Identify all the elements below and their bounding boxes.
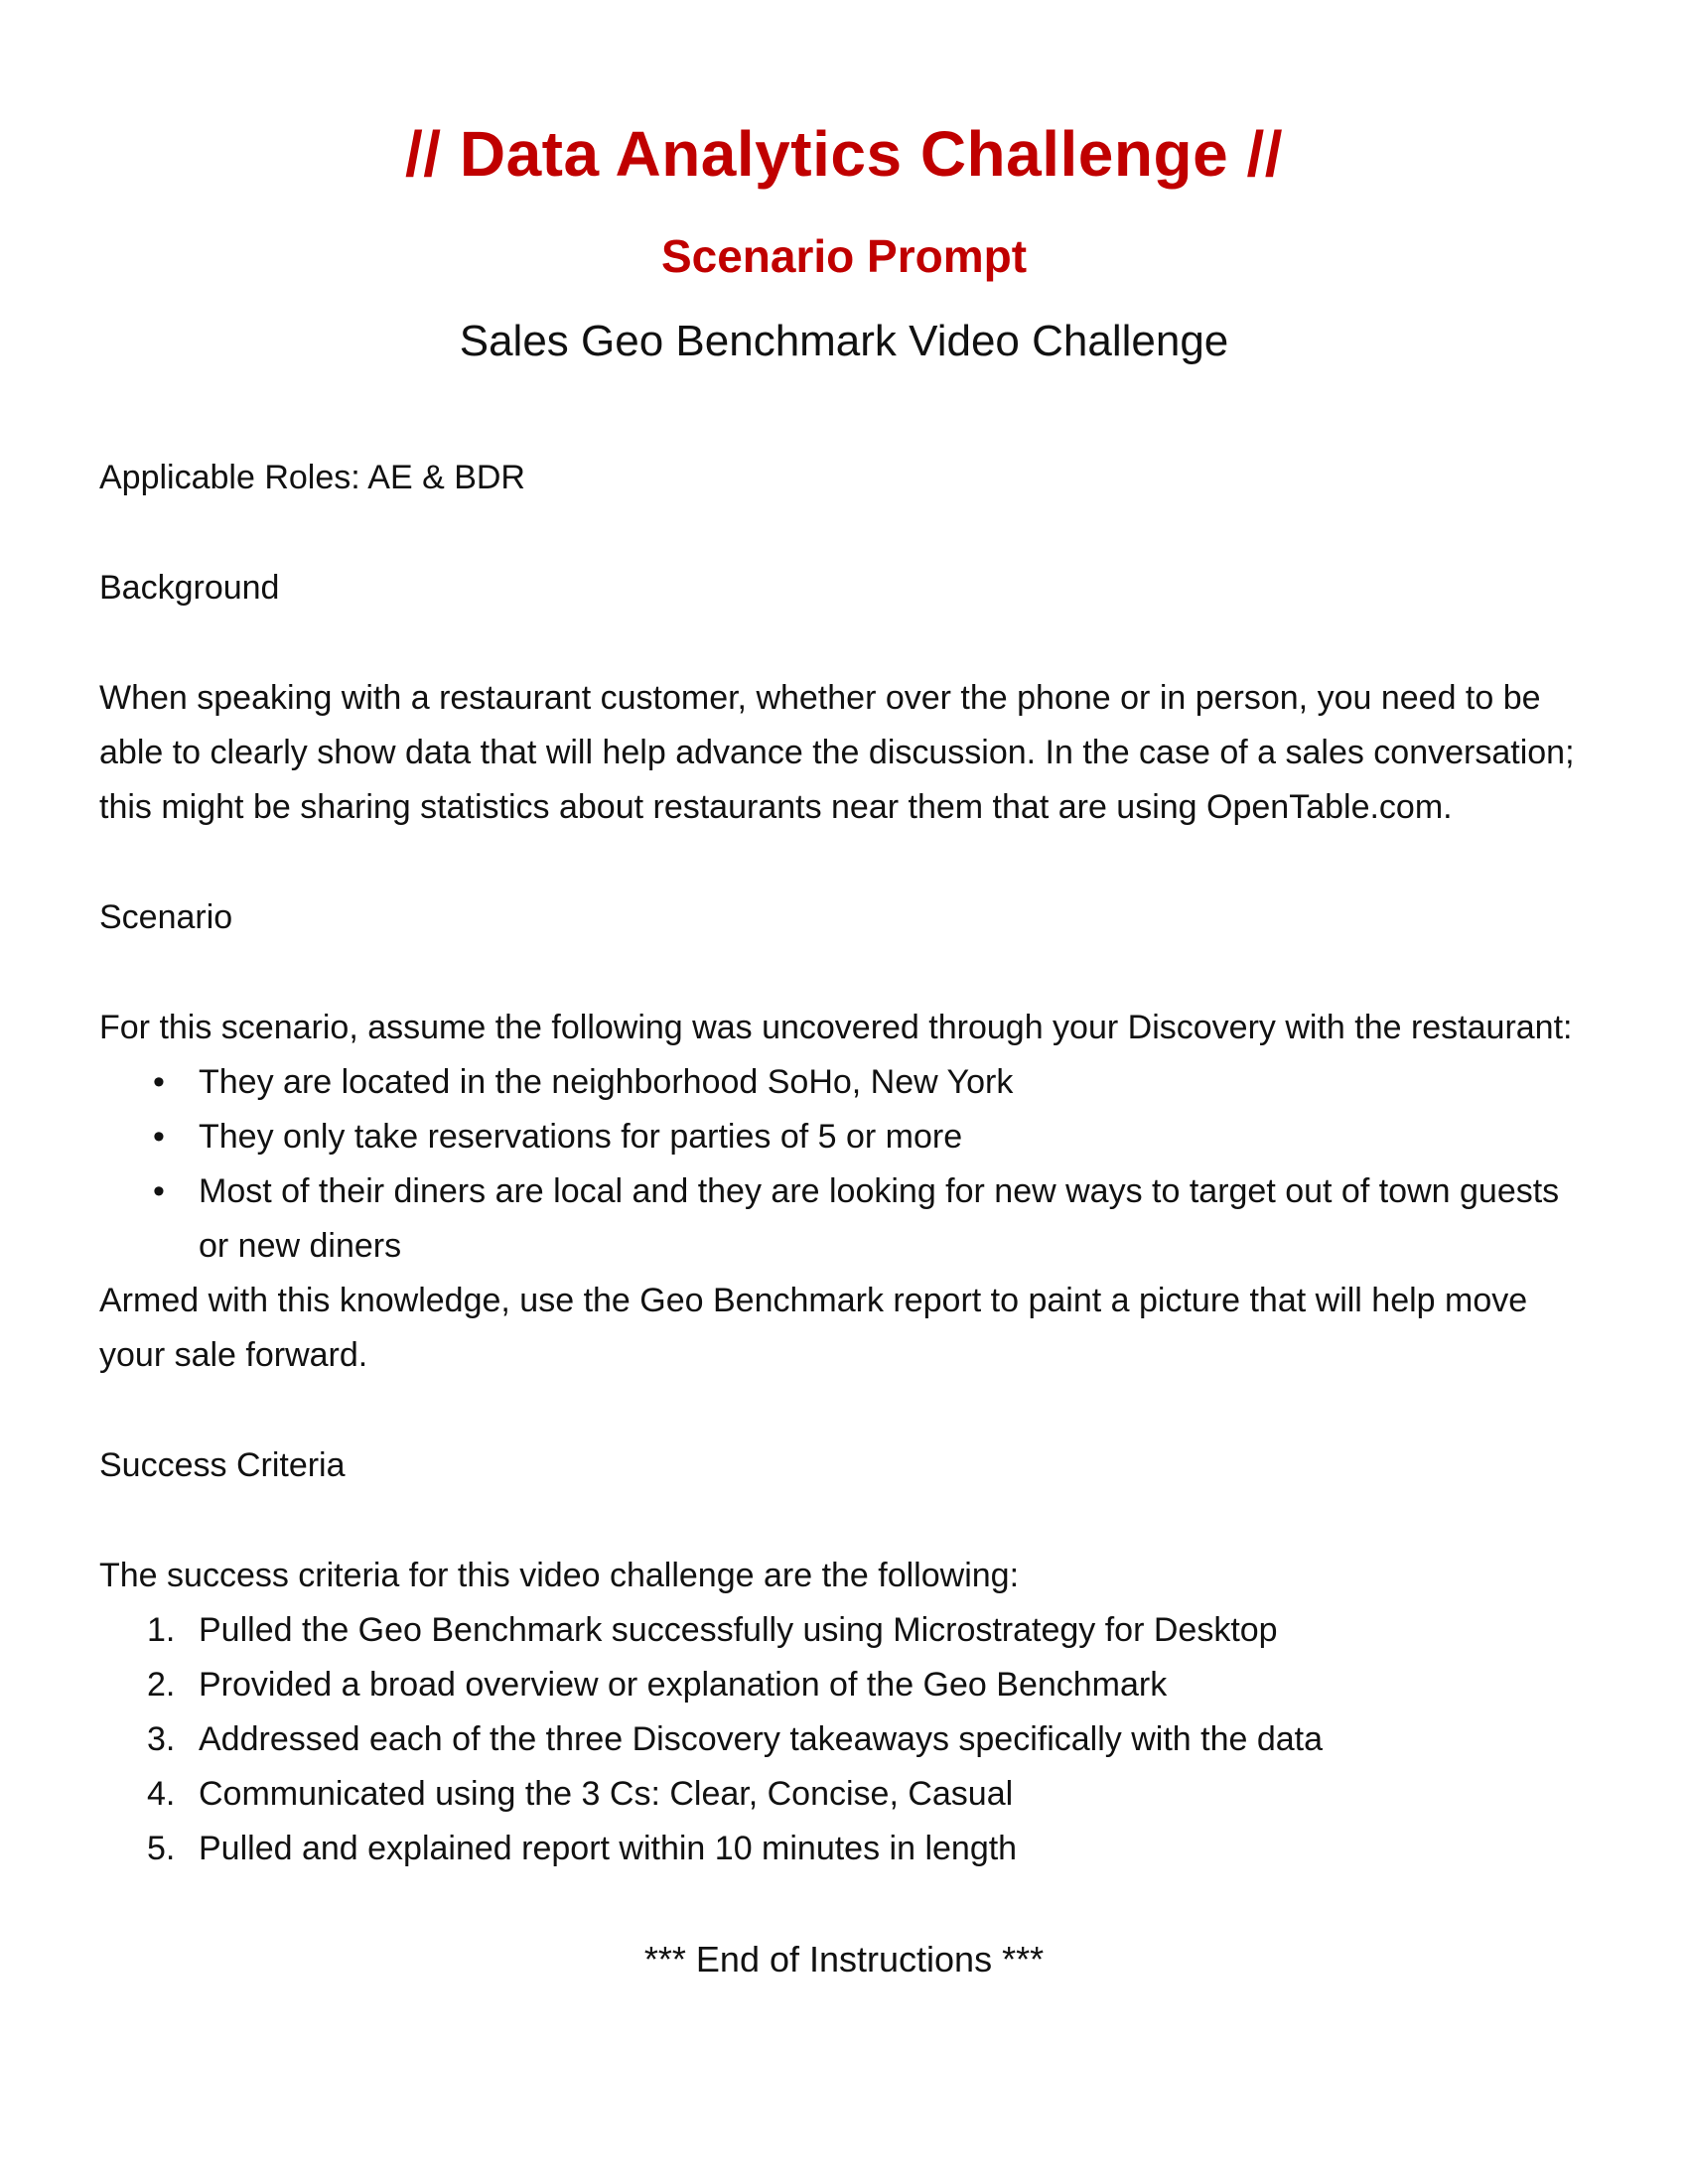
applicable-roles [99, 451, 1589, 505]
roles-label: Applicable Roles: [99, 459, 360, 496]
list-item [153, 1055, 1589, 1110]
bullet-text: They only take reservations for parties of 5 or more [199, 1118, 963, 1156]
background-text: When speaking with a restaurant customer, whether over the phone or in person, you need to be able to clearly show data that will help advance the discussion. In the case of a sales conversation; this might be sharing statistics about restaurants near them that are using OpenTable.com. [99, 679, 1575, 826]
bullet-text: They are located in the neighborhood SoHo, New York [199, 1063, 1014, 1101]
item-text: Communicated using the 3 Cs: Clear, Concise, Casual [199, 1775, 1014, 1813]
document-title: // Data Analytics Challenge // [405, 118, 1283, 190]
background-heading: Background [99, 569, 280, 607]
item-number: 1. [147, 1611, 176, 1649]
bullet-icon: • [153, 1172, 165, 1210]
list-item [147, 1603, 1589, 1658]
list-item [147, 1658, 1589, 1712]
document-subtitle: Scenario Prompt [660, 230, 1028, 282]
list-item [147, 1822, 1589, 1876]
success-criteria-intro: The success criteria for this video challenge are the following: [99, 1557, 1020, 1594]
item-text: Provided a broad overview or explanation of the Geo Benchmark [199, 1666, 1168, 1704]
list-item [147, 1767, 1589, 1822]
success-criteria-list [99, 1603, 1589, 1876]
list-item [153, 1110, 1589, 1164]
item-number: 5. [147, 1830, 176, 1867]
scenario-bullet-list [99, 1055, 1589, 1274]
success-criteria-heading: Success Criteria [99, 1446, 346, 1484]
item-number: 3. [147, 1720, 176, 1758]
scenario-outro: Armed with this knowledge, use the Geo Benchmark report to paint a picture that will help move your sale forward. [99, 1282, 1528, 1374]
bullet-icon: • [153, 1118, 165, 1156]
bullet-icon: • [153, 1063, 165, 1101]
item-number: 2. [147, 1666, 176, 1704]
list-item [153, 1164, 1589, 1274]
item-number: 4. [147, 1775, 176, 1813]
list-item [147, 1712, 1589, 1767]
item-text: Pulled the Geo Benchmark successfully using Microstrategy for Desktop [199, 1611, 1278, 1649]
scenario-intro: For this scenario, assume the following was uncovered through your Discovery with the restaurant: [99, 1009, 1573, 1046]
scenario-heading: Scenario [99, 898, 233, 936]
end-of-instructions: *** End of Instructions *** [643, 1939, 1045, 1979]
item-text: Pulled and explained report within 10 minutes in length [199, 1830, 1018, 1867]
challenge-name: Sales Geo Benchmark Video Challenge [459, 317, 1229, 365]
roles-value: AE & BDR [359, 459, 525, 496]
bullet-text: Most of their diners are local and they are looking for new ways to target out of town guests or new diners [199, 1172, 1560, 1265]
item-text: Addressed each of the three Discovery takeaways specifically with the data [199, 1720, 1324, 1758]
